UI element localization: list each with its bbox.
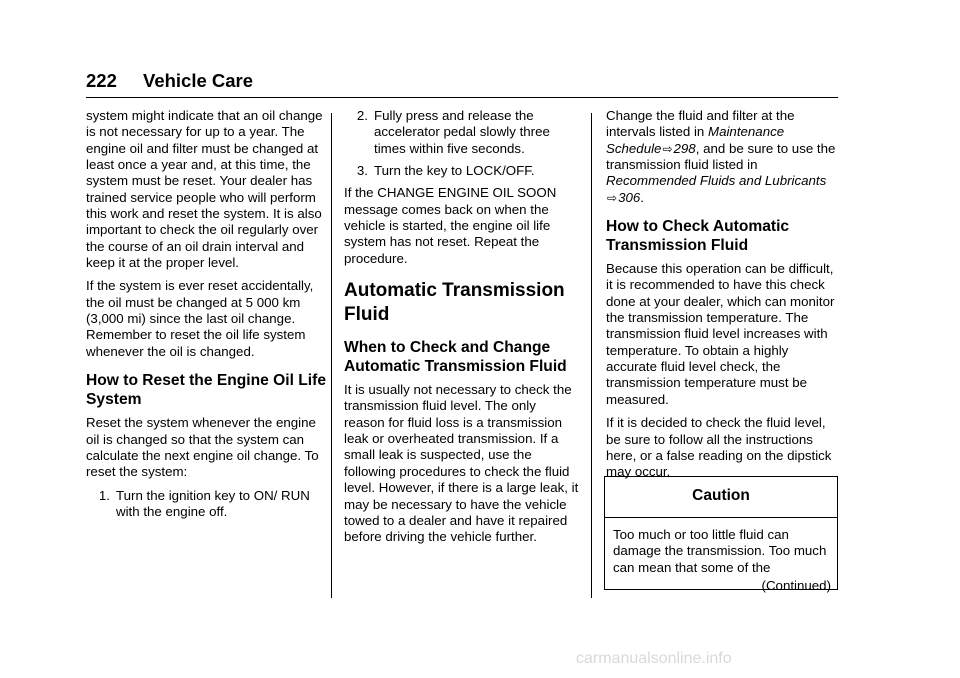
page-reference[interactable]: 306	[618, 189, 641, 205]
step-3	[344, 163, 580, 179]
page-reference-arrow-icon: ⇨	[662, 141, 673, 156]
paragraph: system might indicate that an oil change is not necessary for up to a year. The engine oil and filter must be changed at least once a year and, at this time, the system must be reset. Your dealer has trained service people who will perform this work and reset the system. It is also important to check the oil regularly over the course of an oil drain interval and keep it at the proper level.	[86, 108, 323, 271]
paragraph: It is usually not necessary to check the transmission fluid level. The only reason for fluid loss is a transmission leak or overheated transmission. If a small leak is suspected, use the following procedures to check the fluid level. However, if there is a large leak, it may be necessary to have the vehicle towed to a dealer and have it repaired before driving the vehicle further.	[344, 382, 579, 545]
page-reference[interactable]: 298	[673, 140, 696, 156]
caution-title: Caution	[692, 487, 750, 504]
column-divider-1	[331, 113, 332, 598]
continued-label: (Continued)	[761, 578, 831, 594]
step-text: Turn the key to LOCK/OFF.	[374, 163, 535, 179]
caution-box	[604, 476, 838, 594]
header-rule	[86, 97, 838, 98]
caution-body: Too much or too little fluid can damage the transmission. Too much can mean that some of the	[613, 527, 827, 575]
paragraph	[606, 108, 842, 206]
watermark: carmanualsonline.info	[576, 650, 732, 667]
step-number: 2.	[356, 108, 368, 123]
column-divider-2	[591, 113, 592, 598]
step-text: Fully press and release the accelerator pedal slowly three times within five seconds.	[374, 108, 550, 156]
section-title: Vehicle Care	[143, 70, 254, 91]
paragraph: If the system is ever reset accidentally, the oil must be changed at 5 000 km (3,000 mi) since the last oil change. Remember to reset the oil life system whenever the oil is changed.	[86, 278, 314, 359]
column-3	[606, 108, 842, 488]
link-recommended-fluids[interactable]: Recommended Fluids and Lubricants	[606, 173, 827, 189]
step-number: 3.	[356, 163, 368, 179]
step-text: Turn the ignition key to ON/ RUN with the engine off.	[116, 487, 310, 519]
heading-automatic-transmission-fluid: Automatic Transmission Fluid	[344, 280, 565, 326]
paragraph: If it is decided to check the fluid level, be sure to follow all the instructions here, or a false reading on the dipstick may occur.	[606, 415, 832, 480]
page-number: 222	[86, 70, 117, 91]
paragraph: Because this operation can be difficult, it is recommended to have this check done at your dealer, which can monitor the transmission temperature. The transmission fluid level increases with temperature. To obtain a highly accurate fluid level check, the transmission temperature must be measured.	[606, 261, 835, 407]
step-1	[86, 488, 326, 521]
paragraph: If the CHANGE ENGINE OIL SOON message comes back on when the vehicle is started, the engine oil life system has not reset. Repeat the procedure.	[344, 185, 557, 266]
heading-reset-oil-life: How to Reset the Engine Oil Life System	[86, 372, 326, 408]
step-2	[344, 108, 580, 157]
link-maintenance-schedule[interactable]: Maintenance Schedule	[606, 124, 785, 156]
column-1	[86, 108, 326, 526]
page-reference-arrow-icon: ⇨	[607, 190, 618, 205]
page-header	[86, 70, 253, 92]
text-run: Change the fluid and filter at the intervals listed in	[606, 108, 795, 140]
text-run: .	[640, 189, 644, 205]
heading-how-to-check: How to Check Automatic Transmission Fluid	[606, 218, 790, 254]
column-2	[344, 108, 580, 553]
paragraph: Reset the system whenever the engine oil is changed so that the system can calculate the next engine oil change. To reset the system:	[86, 415, 319, 480]
heading-when-to-check: When to Check and Change Automatic Transmission Fluid	[344, 339, 567, 375]
text-run: , and be sure to use the transmission fluid listed in	[606, 140, 836, 173]
step-number: 1.	[98, 487, 110, 503]
